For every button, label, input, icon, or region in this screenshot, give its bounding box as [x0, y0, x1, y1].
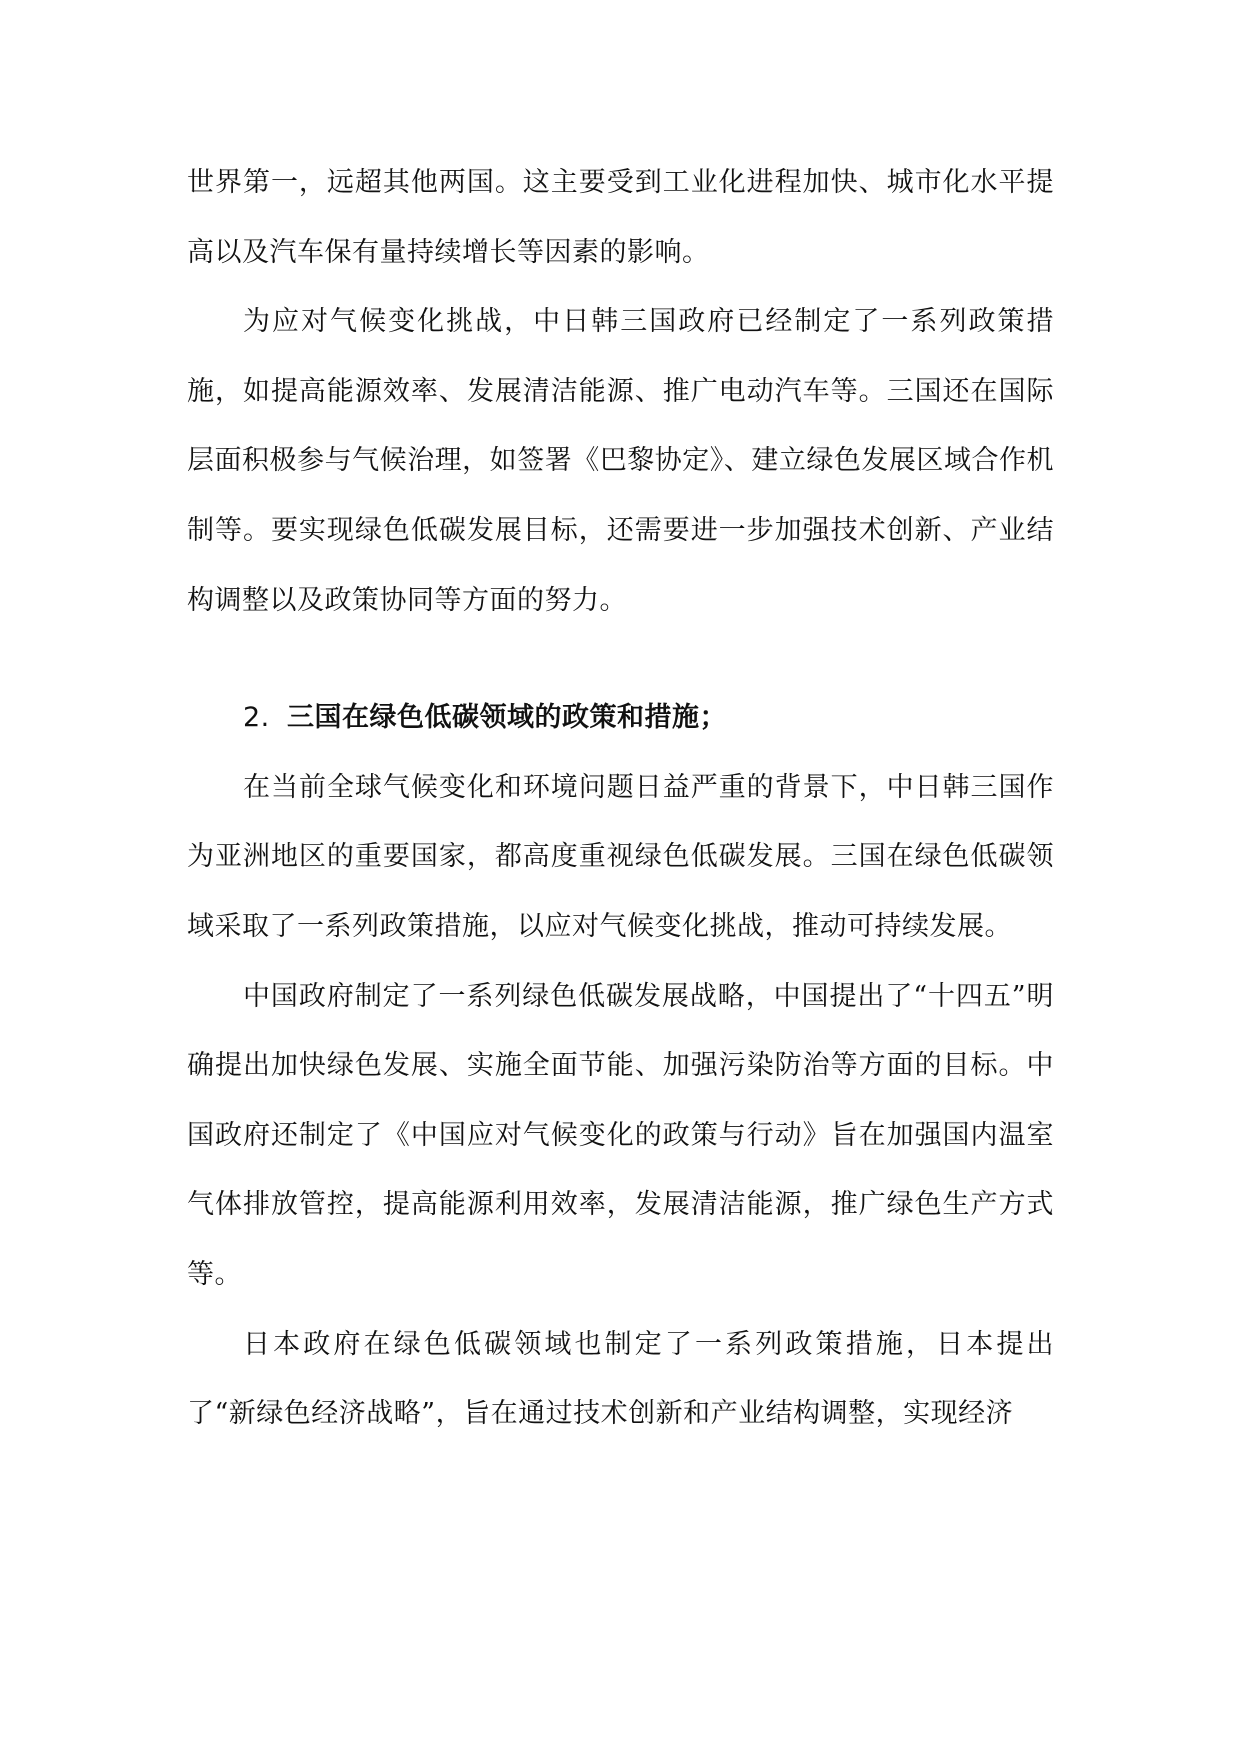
document-body [187, 148, 1054, 1449]
section-heading [187, 635, 1054, 753]
section-number: 2. [243, 702, 270, 734]
paragraph-background: 在当前全球气候变化和环境问题日益严重的背景下，中日韩三国作为亚洲地区的重要国家，都高度重视绿色低碳发展。三国在绿色低碳领域采取了一系列政策措施，以应对气候变化挑战，推动可持续发展。 [187, 771, 1054, 942]
paragraph-japan-policy: 日本政府在绿色低碳领域也制定了一系列政策措施，日本提出了“新绿色经济战略”，旨在通过技术创新和产业结构调整，实现经济 [187, 1328, 1054, 1430]
paragraph-continuation: 世界第一，远超其他两国。这主要受到工业化进程加快、城市化水平提高以及汽车保有量持续增长等因素的影响。 [187, 167, 1054, 268]
paragraph-policy-overview: 为应对气候变化挑战，中日韩三国政府已经制定了一系列政策措施，如提高能源效率、发展清洁能源、推广电动汽车等。三国还在国际层面积极参与气候治理，如签署《巴黎协定》、建立绿色发展区域合作机制等。要实现绿色低碳发展目标，还需要进一步加强技术创新、产业结构调整以及政策协同等方面的努力。 [187, 306, 1054, 616]
paragraph-china-policy: 中国政府制定了一系列绿色低碳发展战略，中国提出了“十四五”明确提出加快绿色发展、实施全面节能、加强污染防治等方面的目标。中国政府还制定了《中国应对气候变化的政策与行动》旨在加强国内温室气体排放管控，提高能源利用效率，发展清洁能源，推广绿色生产方式等。 [187, 980, 1054, 1290]
section-title: 三国在绿色低碳领域的政策和措施； [287, 702, 727, 734]
